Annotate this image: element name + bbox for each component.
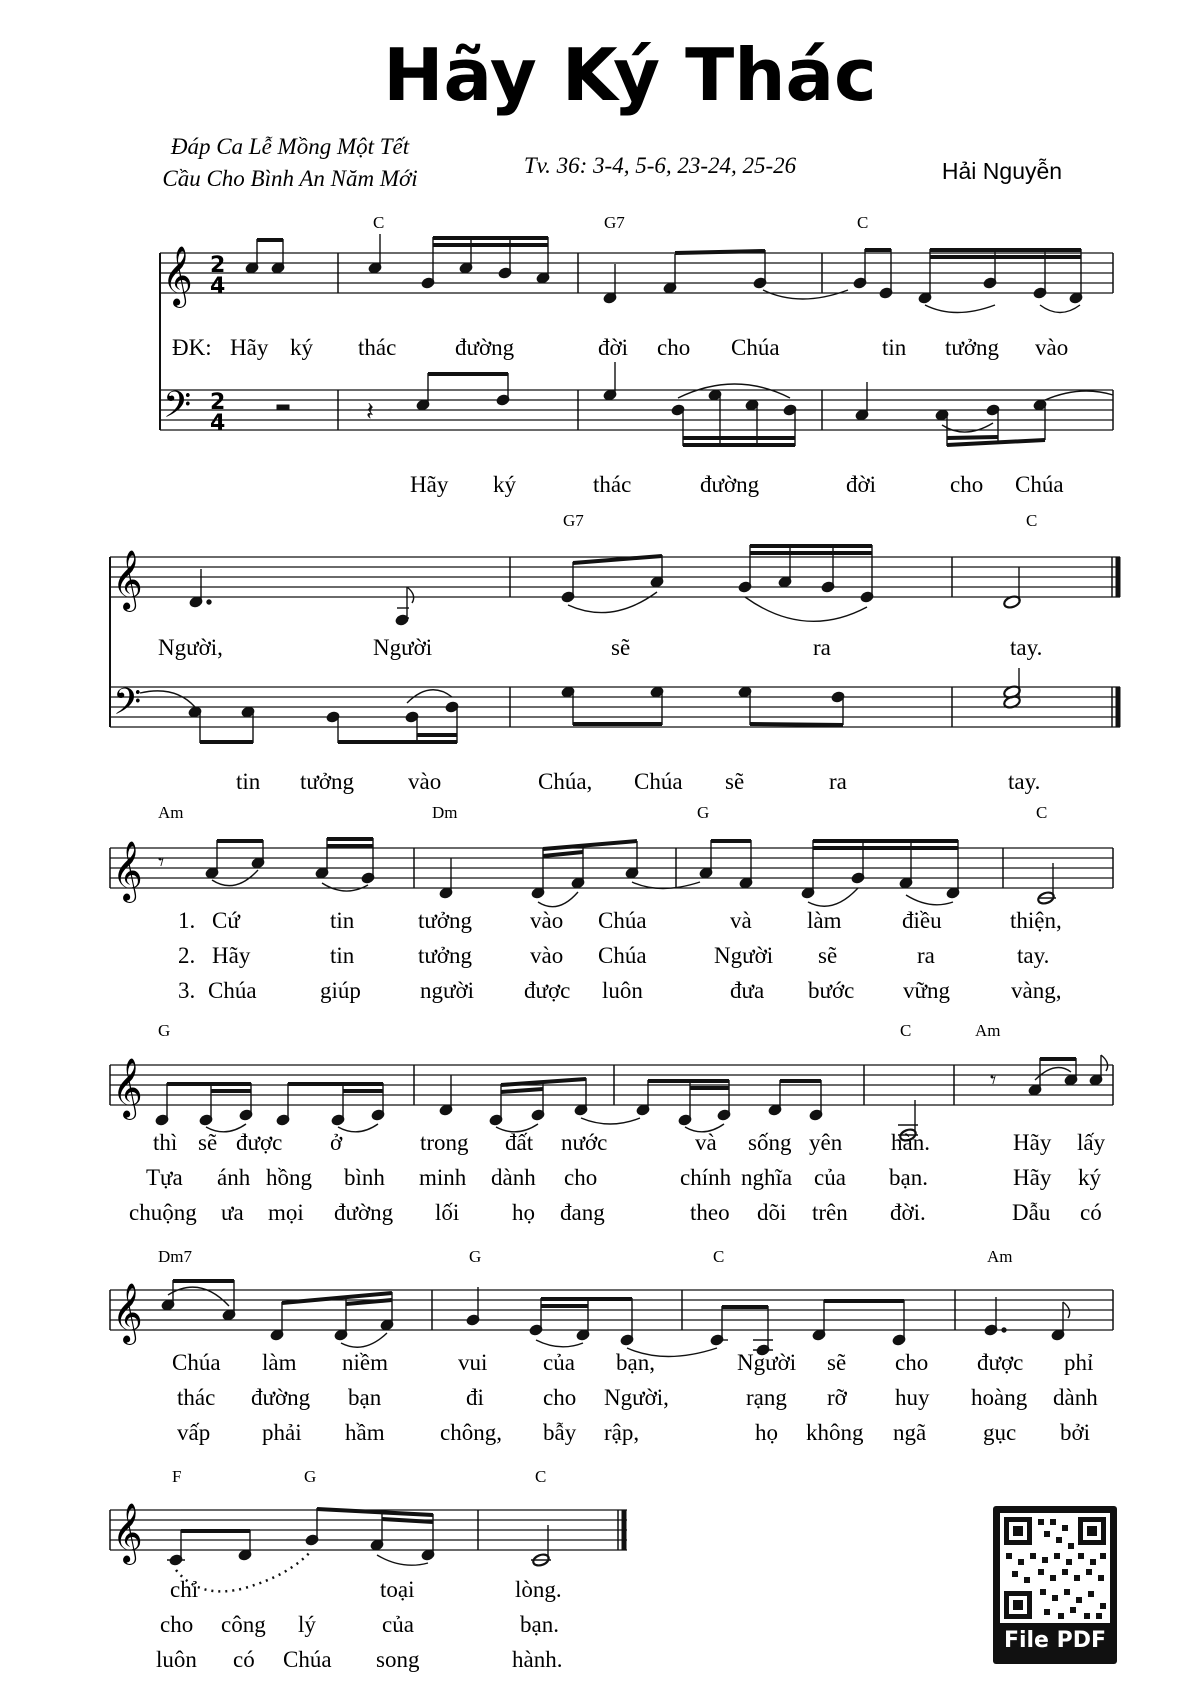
lyrics-s2-bottom xyxy=(236,769,1040,794)
lyric: Người, xyxy=(604,1385,669,1410)
treble-notes-4 xyxy=(155,1055,1108,1142)
occasion-line-2: Cầu Cho Bình An Năm Mới xyxy=(162,166,418,191)
treble-clef: 𝄞 xyxy=(112,1058,143,1118)
lyric: lối xyxy=(435,1200,460,1225)
lyric: tin xyxy=(330,908,355,933)
lyric: rạng xyxy=(746,1385,787,1410)
verse-2-s5 xyxy=(177,1385,1098,1410)
song-title: Hãy Ký Thác xyxy=(383,33,877,117)
treble-staff-5 xyxy=(110,1290,1113,1330)
lyric: sẽ xyxy=(198,1130,218,1155)
lyric: điều xyxy=(902,908,942,933)
bass-clef: 𝄢 xyxy=(113,681,142,732)
lyric: hoàng xyxy=(971,1385,1028,1410)
chord-s5-4: Am xyxy=(987,1247,1013,1266)
lyric: chuộng xyxy=(129,1200,197,1225)
lyric: bạn. xyxy=(889,1165,928,1190)
chord-s5-3: C xyxy=(713,1247,725,1266)
verse-2-s4 xyxy=(146,1165,1102,1190)
verse-1-s4 xyxy=(153,1130,1106,1155)
lyric: lấy xyxy=(1077,1130,1106,1155)
lyric: hàn. xyxy=(891,1130,930,1155)
lyric: của xyxy=(814,1165,846,1190)
lyric: được xyxy=(977,1350,1024,1375)
lyric: bẫy xyxy=(543,1420,577,1445)
lyric: họ xyxy=(512,1200,535,1225)
lyric: bạn. xyxy=(520,1612,559,1637)
lyric: của xyxy=(543,1350,575,1375)
lyric: mọi xyxy=(268,1200,304,1225)
treble-clef: 𝄞 xyxy=(112,1283,143,1343)
qr-code-icon xyxy=(1000,1513,1110,1623)
lyric: vào xyxy=(530,943,564,968)
lyric: ưa xyxy=(221,1200,244,1225)
system-2 xyxy=(110,511,1120,794)
lyric: phỉ xyxy=(1064,1350,1094,1375)
lyric: lý xyxy=(298,1612,316,1637)
lyric: sẽ xyxy=(725,769,745,794)
lyric: vào xyxy=(408,769,442,794)
treble-clef: 𝄞 xyxy=(112,841,143,901)
lyric: Người xyxy=(737,1350,797,1375)
lyric: sẽ xyxy=(611,635,631,660)
treble-clef: 𝄞 xyxy=(112,1503,143,1563)
chord-s3-1: Am xyxy=(158,803,184,822)
lyric: song xyxy=(376,1647,420,1672)
system-6 xyxy=(110,1467,627,1672)
lyric: phải xyxy=(262,1420,302,1445)
lyric: trên xyxy=(812,1200,848,1225)
chord-s4-1: G xyxy=(158,1021,171,1040)
treble-staff-4 xyxy=(110,1065,1113,1105)
lyric: Hãy xyxy=(1013,1130,1052,1155)
lyric: Chúa xyxy=(172,1350,221,1375)
lyric: sẽ xyxy=(827,1350,847,1375)
lyric: thác xyxy=(593,472,632,497)
lyric: đường xyxy=(455,335,515,360)
lyric: đang xyxy=(560,1200,605,1225)
lyric: Hãy xyxy=(230,335,269,360)
pdf-download-qr[interactable] xyxy=(993,1506,1117,1664)
lyric: bởi xyxy=(1060,1420,1091,1445)
lyric: Dẫu xyxy=(1012,1200,1051,1225)
lyric: làm xyxy=(807,908,842,933)
svg-text:𝄽: 𝄽 xyxy=(366,397,374,427)
lyric: tay. xyxy=(1017,943,1050,968)
lyric: đường xyxy=(251,1385,311,1410)
lyric: công xyxy=(221,1612,266,1637)
lyric: cho xyxy=(895,1350,929,1375)
lyric: Cứ xyxy=(212,908,240,933)
time-signature-bottom: 4 xyxy=(210,411,226,436)
bass-staff-1 xyxy=(160,390,1113,430)
chord-s6-3: C xyxy=(535,1467,547,1486)
lyric: chính xyxy=(680,1165,732,1190)
lyric: đời xyxy=(846,472,877,497)
lyric: được xyxy=(524,978,571,1003)
lyric: bạn, xyxy=(616,1350,655,1375)
lyric: sống xyxy=(748,1130,792,1155)
lyric: luôn xyxy=(156,1647,197,1672)
chord-s2-1: G7 xyxy=(563,511,584,530)
verse-3-s4 xyxy=(129,1200,1102,1225)
lyric: Tựa xyxy=(146,1165,183,1190)
lyric: làm xyxy=(262,1350,297,1375)
lyric: cho xyxy=(564,1165,598,1190)
lyric: vui xyxy=(458,1350,488,1375)
lyric: Hãy xyxy=(212,943,251,968)
lyric: Chúa xyxy=(634,769,683,794)
lyric: thác xyxy=(358,335,397,360)
lyric: tưởng xyxy=(945,335,1000,360)
lyric: Người, xyxy=(158,635,223,660)
lyric: cho xyxy=(950,472,984,497)
verse-3-s3 xyxy=(178,978,1061,1003)
lyric: 3. xyxy=(178,978,196,1003)
verse-3-s5 xyxy=(177,1420,1090,1445)
chord-s4-3: Am xyxy=(975,1021,1001,1040)
lyric: vững xyxy=(903,978,950,1003)
lyric: và xyxy=(695,1130,717,1155)
lyric: gục xyxy=(983,1420,1017,1445)
lyric: dõi xyxy=(757,1200,787,1225)
lyric: ĐK: xyxy=(172,335,212,360)
lyric: họ xyxy=(755,1420,778,1445)
lyric: vàng, xyxy=(1011,978,1062,1003)
treble-clef: 𝄞 xyxy=(162,246,193,306)
system-3 xyxy=(110,803,1113,1003)
lyric: Chúa xyxy=(283,1647,332,1672)
lyric: Chúa xyxy=(208,978,257,1003)
lyric: được xyxy=(236,1130,283,1155)
lyric: thiện, xyxy=(1010,908,1062,933)
lyric: đi xyxy=(466,1385,484,1410)
lyric: thì xyxy=(153,1130,178,1155)
chord-s1-1: C xyxy=(373,213,385,232)
verse-1-s6 xyxy=(170,1577,562,1602)
lyric: có xyxy=(233,1647,255,1672)
lyric: bình xyxy=(344,1165,385,1190)
lyric: trong xyxy=(420,1130,469,1155)
lyric: Chúa, xyxy=(538,769,593,794)
time-signature-bottom: 4 xyxy=(210,274,226,299)
lyric: Chúa xyxy=(598,943,647,968)
lyric: lòng. xyxy=(515,1577,562,1602)
lyric: ký xyxy=(290,335,313,360)
lyric: hồng xyxy=(266,1165,312,1190)
lyric: vào xyxy=(530,908,564,933)
occasion-line-1: Đáp Ca Lễ Mồng Một Tết xyxy=(170,134,410,159)
lyric: huy xyxy=(895,1385,930,1410)
lyric: ra xyxy=(917,943,935,968)
lyric: ra xyxy=(813,635,831,660)
chord-s3-3: G xyxy=(697,803,710,822)
lyrics-s1-bottom xyxy=(410,472,1064,497)
lyric: ở xyxy=(330,1130,343,1155)
lyric: tưởng xyxy=(300,769,355,794)
lyric: đất xyxy=(505,1130,534,1155)
lyric: ký xyxy=(1078,1165,1101,1190)
lyric: tay. xyxy=(1010,635,1043,660)
chord-s5-2: G xyxy=(469,1247,482,1266)
chord-s6-1: F xyxy=(172,1467,182,1486)
time-signature-top: 2 xyxy=(210,390,226,415)
lyric: tin xyxy=(236,769,261,794)
lyric: đời. xyxy=(890,1200,926,1225)
lyric: Chúa xyxy=(1015,472,1064,497)
lyric: rập, xyxy=(604,1420,640,1445)
lyric: dành xyxy=(1053,1385,1098,1410)
lyric: Chúa xyxy=(731,335,780,360)
lyric: tin xyxy=(882,335,907,360)
lyric: bước xyxy=(808,978,855,1003)
lyric: tay. xyxy=(1008,769,1041,794)
lyric: đưa xyxy=(730,978,765,1003)
lyric: luôn xyxy=(602,978,643,1003)
lyric: đời xyxy=(598,335,629,360)
svg-text:𝄾: 𝄾 xyxy=(158,850,165,876)
lyric: chỉ xyxy=(170,1577,199,1602)
svg-text:𝄾: 𝄾 xyxy=(990,1068,997,1094)
lyric: 1. xyxy=(178,908,196,933)
lyric: cho xyxy=(543,1385,577,1410)
lyric: dành xyxy=(491,1165,536,1190)
lyric: người xyxy=(420,978,475,1003)
system-4 xyxy=(110,1021,1113,1225)
lyric: của xyxy=(382,1612,414,1637)
bass-notes-1 xyxy=(277,362,1113,446)
lyric: thác xyxy=(177,1385,216,1410)
lyric: Chúa xyxy=(598,908,647,933)
verse-2-s3 xyxy=(178,943,1049,968)
verse-3-s6 xyxy=(156,1647,562,1672)
lyric: yên xyxy=(809,1130,843,1155)
lyric: nước xyxy=(561,1130,608,1155)
lyric: không xyxy=(806,1420,864,1445)
chord-s3-4: C xyxy=(1036,803,1048,822)
lyric: cho xyxy=(160,1612,194,1637)
lyric: và xyxy=(730,908,752,933)
chord-s5-1: Dm7 xyxy=(158,1247,192,1266)
chord-s4-2: C xyxy=(900,1021,912,1040)
system-1 xyxy=(160,213,1113,497)
verse-2-s6 xyxy=(160,1612,559,1637)
lyric: vấp xyxy=(177,1420,211,1445)
lyric: Hãy xyxy=(410,472,449,497)
lyric: cho xyxy=(657,335,691,360)
lyric: hầm xyxy=(345,1420,385,1445)
lyric: ký xyxy=(493,472,516,497)
lyric: ngã xyxy=(893,1420,927,1445)
lyric: niềm xyxy=(342,1350,388,1375)
chord-s1-2: G7 xyxy=(604,213,625,232)
system-5 xyxy=(110,1247,1113,1445)
lyric: đường xyxy=(700,472,760,497)
lyric: ánh xyxy=(217,1165,251,1190)
lyric: Hãy xyxy=(1013,1165,1052,1190)
treble-clef: 𝄞 xyxy=(112,550,143,610)
lyric: theo xyxy=(690,1200,730,1225)
lyric: Người xyxy=(373,635,433,660)
lyric: đường xyxy=(334,1200,394,1225)
lyric: có xyxy=(1080,1200,1102,1225)
lyric: toại xyxy=(380,1577,415,1602)
lyrics-s1-top xyxy=(172,335,1068,360)
chord-s3-2: Dm xyxy=(432,803,458,822)
lyric: hành. xyxy=(512,1647,563,1672)
lyric: giúp xyxy=(320,978,361,1003)
lyric: tin xyxy=(330,943,355,968)
lyric: Người xyxy=(714,943,774,968)
verse-1-s3 xyxy=(178,908,1062,933)
lyric: tưởng xyxy=(418,943,473,968)
lyric: bạn xyxy=(348,1385,382,1410)
lyric: vào xyxy=(1035,335,1069,360)
lyric: 2. xyxy=(178,943,196,968)
lyric: sẽ xyxy=(818,943,838,968)
lyric: tưởng xyxy=(418,908,473,933)
treble-staff-3 xyxy=(110,848,1113,888)
lyrics-s2-top xyxy=(158,635,1042,660)
lyric: minh xyxy=(419,1165,467,1190)
lyric: rỡ xyxy=(827,1385,847,1410)
lyric: chông, xyxy=(440,1420,502,1445)
chord-s2-2: C xyxy=(1026,511,1038,530)
treble-notes-5 xyxy=(161,1280,1070,1357)
bass-notes-2 xyxy=(140,668,1021,743)
bass-clef: 𝄢 xyxy=(163,384,192,435)
bass-staff-2 xyxy=(110,687,1120,727)
psalm-reference: Tv. 36: 3-4, 5-6, 23-24, 25-26 xyxy=(523,153,797,178)
lyric: ra xyxy=(829,769,847,794)
treble-staff-2 xyxy=(110,557,1120,597)
composer: Hải Nguyễn xyxy=(941,158,1063,184)
verse-1-s5 xyxy=(172,1350,1093,1375)
lyric: nghĩa xyxy=(741,1165,793,1190)
chord-s6-2: G xyxy=(304,1467,317,1486)
time-signature-top: 2 xyxy=(210,253,226,278)
qr-label: File PDF xyxy=(1003,1628,1107,1653)
chord-s1-3: C xyxy=(857,213,869,232)
